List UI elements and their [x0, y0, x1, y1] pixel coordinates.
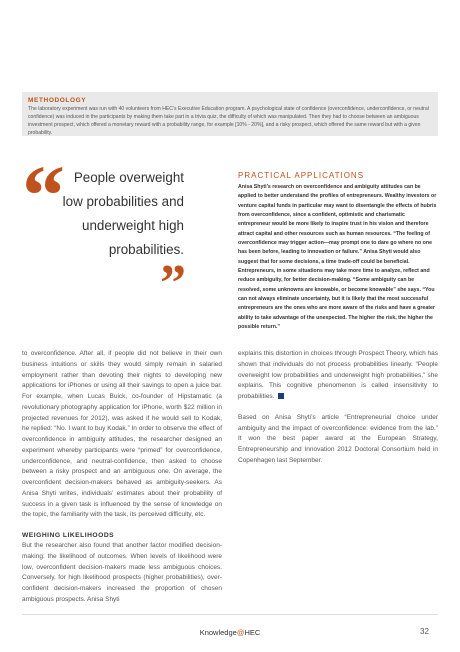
section-heading: WEIGHING LIKELIHOODS — [22, 532, 115, 539]
close-quote-mark: ” — [160, 255, 186, 312]
left-column — [22, 349, 222, 606]
brand-left: Knowledge — [199, 628, 237, 637]
body-paragraph: explains this distortion in choices through Prospect Theory, which has shown that individuals do not process probabilities linearly. “People overweight low probabilities and underweight high probabilities,” she explains. This cognitive phenomenon is called insensitivity to probabilities. — [238, 350, 438, 400]
practical-heading: PRACTICAL APPLICATIONS — [238, 171, 365, 180]
body-paragraph-container — [238, 349, 438, 403]
practical-text: Anisa Shyti’s research on overconfidence and ambiguity attitudes can be applied to better understand the profiles of entrepreneurs. Wealthy investors or venture capital funds in particular may want to disentangle the effects of hubris from overconfidence, since a confident, optimistic and charismatic entrepreneur would be more likely to inspire trust in his vision and therefore attract capital and other resources such as human resources. “The feeling of overconfidence may trigger action—may prompt one to dare go where no one has been before, leading to innovation or failure.” Anisa Shyti would also suggest that for some decisions, a time trade-off could be beneficial. Entrepreneurs, in some situations may take more time to analyze, reflect and reduce ambiguity, for better decision-making. “Some ambiguity can be resolved, some unknowns are knowable, or become knowable” she says. “You can not always eliminate uncertainty, but it is likely that the most successful entrepreneurs are the ones who are more aware of the risks and have a greater ability to take advantage of the unexpected. The higher the risk, the higher the possible return.” — [238, 184, 437, 331]
body-paragraph: to overconfidence. After all, if people did not believe in their own business intuitions or skills they would simply remain in salaried employment rather than devoting their nights to developing new applications for iPhones or using all their savings to open a juice bar. For example, when Lucas Buick, co-founder of Hipstamatic (a revolutionary photography application for iPhone, worth $22 million in projected revenues for 2012), was asked if he would sell to Kodak, he replied: “No. I want to buy Kodak.” In order to observe the effect of overconfidence in ambiguity attitudes, the researcher designed an experiment whereby participants were “primed” for overconfidence, underconfidence, and neutral-confidence, then asked to choose between a risky prospect and an ambiguous one. On average, the overconfident decision-makers behaved as ambiguity-seekers. As Anisa Shyti writes, individuals’ estimates about their probability of success in a given task is influenced by the sense of knowledge on the topic, the familiarity with the task, its perceived difficulty, etc. — [22, 350, 222, 519]
end-of-article-icon — [278, 393, 284, 399]
footer-divider — [22, 614, 438, 615]
open-quote-mark: “ — [22, 147, 65, 243]
practical-applications-sidebar — [238, 171, 438, 333]
right-column — [238, 349, 438, 467]
brand-at-sign: @ — [236, 628, 245, 637]
methodology-box — [22, 92, 438, 136]
brand-right: HEC — [244, 628, 261, 637]
methodology-heading: METHODOLOGY — [28, 97, 87, 104]
methodology-text: The laboratory experiment was run with 40 volunteers from HEC’s Executive Education program. A psychological state of confidence (overconfidence, underconfidence, or neutral confidence) was induced in the participants by making them take part in a trivia quiz, the difficulty of which was manipulated. Then they had to choose between an ambiguous investment prospect, which offered a monetary reward with a probability range, for example [10% - 20%], and a risky prospect, which offered the same reward but with a given probability. — [28, 106, 429, 137]
brand-logo — [0, 628, 460, 637]
page-number: 32 — [420, 627, 429, 636]
pull-quote: People overweight low probabilities and underweight high probabilities. — [62, 170, 184, 257]
body-paragraph: But the researcher also found that another factor modified decision-making: the likelihood of outcomes. When levels of likelihood were low, overconfident decision-makers made less ambiguous choices. Conversely, for high likelihood prospects (higher probabilities), over-confident decision-makers increased the proportion of chosen ambiguous prospects. Anisa Shyti — [22, 542, 222, 603]
source-note: Based on Anisa Shyti’s article “Entrepreneurial choice under ambiguity and the impact of overconfidence: evidence from the lab.” It won the best paper award at the European Strategy, Entrepreneurship and Innovation 2012 Doctoral Consortium held in Copenhagen last September. — [238, 413, 438, 464]
